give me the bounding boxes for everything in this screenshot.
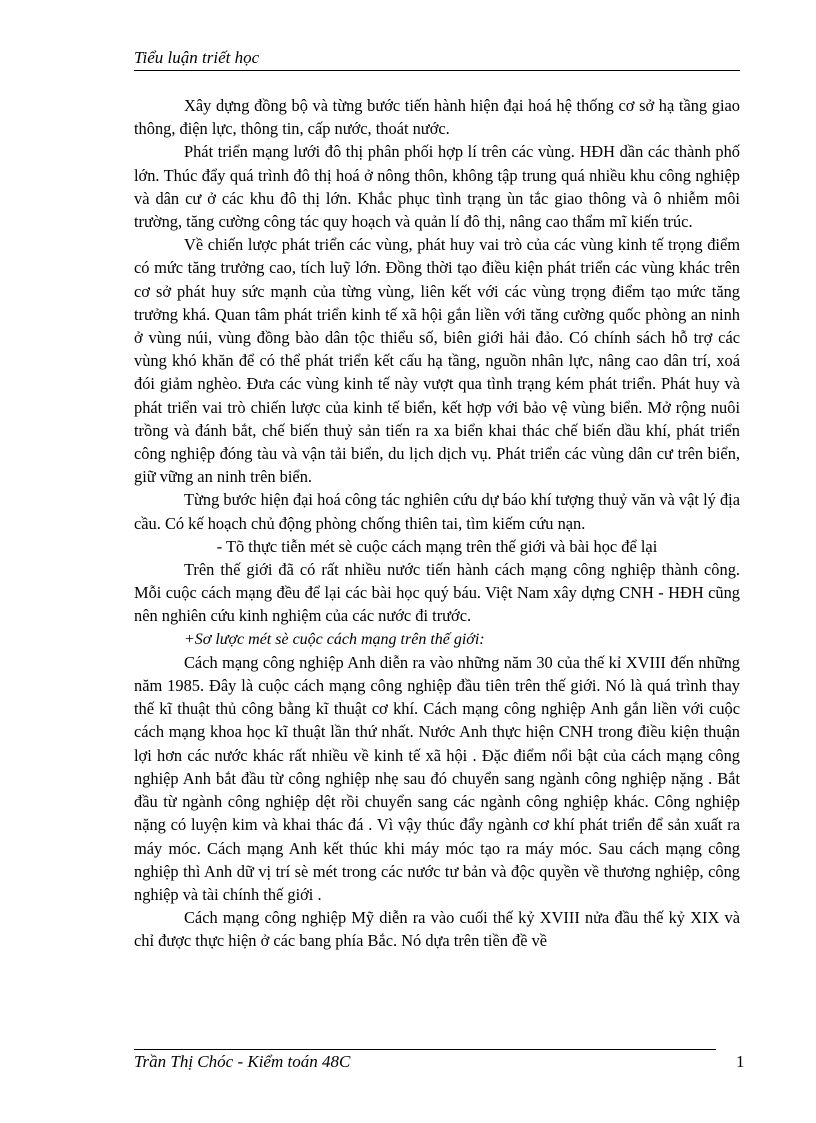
footer-author: Trần Thị Chóc - Kiểm toán 48C bbox=[134, 1052, 351, 1071]
paragraph: Phát triển mạng lưới đô thị phân phối hợp lí trên các vùng. HĐH dần các thành phố lớn. Thúc đẩy quá trình đô thị hoá ở nông thôn, không tập trung quá nhiều khu công nghiệp và dân cư ở các khu đô thị lớn. Khắc phục tình trạng ùn tắc giao thông và ô nhiễm môi trường, tăng cường công tác quy hoạch và quản lí đô thị, nâng cao thẩm mĩ kiến trúc. bbox=[134, 142, 740, 232]
page-header-title: Tiểu luận triết học bbox=[134, 48, 260, 67]
header-divider bbox=[134, 70, 740, 71]
paragraph: Cách mạng công nghiệp Mỹ diễn ra vào cuối thế kỷ XVIII nửa đầu thế kỷ XIX và chỉ được thực hiện ở các bang phía Bắc. Nó dựa trên tiền đề về bbox=[134, 908, 740, 951]
paragraph: Về chiến lược phát triển các vùng, phát huy vai trò của các vùng kinh tế trọng điểm có mức tăng trưởng cao, tích luỹ lớn. Đồng thời tạo điều kiện phát triển các vùng khác trên cơ sở phát huy sức mạnh của từng vùng, liên kết với các vùng trọng điểm tạo mức tăng trưởng khá. Quan tâm phát triển kinh tế xã hội gắn liền với tăng cường quốc phòng an ninh ở vùng núi, vùng đồng bào dân tộc thiểu số, biên giới hải đảo. Có chính sách hỗ trợ các vùng khó khăn để có thể phát triển kết cấu hạ tầng, nguồn nhân lực, nâng cao dân trí, xoá đói giảm nghèo. Đưa các vùng kinh tế này vượt qua tình trạng kém phát triển. Phát huy và phát triển vai trò chiến lược của kinh tế biển, kết hợp với bảo vệ vùng biển. Mở rộng nuôi trồng và đánh bắt, chế biến thuỷ sản tiến ra xa biển khai thác chế biến dầu khí, phát triển công nghiệp đóng tàu và vận tải biển, du lịch dịch vụ. Phát triển các vùng dân cư trên biển, giữ vững an ninh trên biển. bbox=[134, 235, 740, 487]
section-heading: - Tõ thực tiễn mét sè cuộc cách mạng trên thế giới và bài học để lại bbox=[216, 536, 658, 556]
paragraph: Cách mạng công nghiệp Anh diễn ra vào những năm 30 của thế kỉ XVIII đến những năm 1985. Đây là cuộc cách mạng công nghiệp đầu tiên trên thế giới. Nó là quá trình thay thế kĩ thuật thủ công bằng kĩ thuật cơ khí. Cách mạng công nghiệp Anh gắn liền với cuộc cách mạng khoa học kĩ thuật lần thứ nhất. Nước Anh thực hiện CNH trong điều kiện thuận lợi hơn các nước khác rất nhiều về kinh tế xã hội . Đặc điểm nổi bật của cách mạng công nghiệp Anh bắt đầu từ công nghiệp nhẹ sau đó chuyển sang ngành công nghiệp nặng . Bắt đầu từ ngành công nghiệp dệt rồi chuyển sang các ngành công nghiệp khác. Công nghiệp nặng có luyện kim và khai thác đá . Vì vậy thúc đẩy ngành cơ khí phát triển để sản xuất ra máy móc. Cách mạng Anh kết thúc khi máy móc tạo ra máy móc. Sau cách mạng công nghiệp thì Anh dữ vị trí sè mét trong các nước tư bản và độc quyền về thương nghiệp, công nghiệp và tài chính thế giới . bbox=[134, 652, 740, 904]
paragraph: Trên thế giới đã có rất nhiều nước tiến hành cách mạng công nghiệp thành công. Mỗi cuộc cách mạng đều để lại các bài học quý báu. Việt Nam xây dựng CNH - HĐH cũng nên nghiên cứu kinh nghiệm của các nước đi trước. bbox=[134, 560, 740, 626]
document-body bbox=[134, 94, 740, 953]
footer-divider bbox=[134, 1049, 716, 1050]
paragraph: Xây dựng đồng bộ và từng bước tiến hành hiện đại hoá hệ thống cơ sở hạ tầng giao thông, điện lực, thông tin, cấp nước, thoát nước. bbox=[134, 96, 740, 139]
paragraph: Từng bước hiện đại hoá công tác nghiên cứu dự báo khí tượng thuỷ văn và vật lý địa cầu. Có kế hoạch chủ động phòng chống thiên tai, tìm kiếm cứu nạn. bbox=[134, 490, 740, 533]
subsection-heading: +Sơ lược mét sè cuộc cách mạng trên thế giới: bbox=[184, 630, 485, 648]
page-number: 1 bbox=[736, 1052, 745, 1071]
